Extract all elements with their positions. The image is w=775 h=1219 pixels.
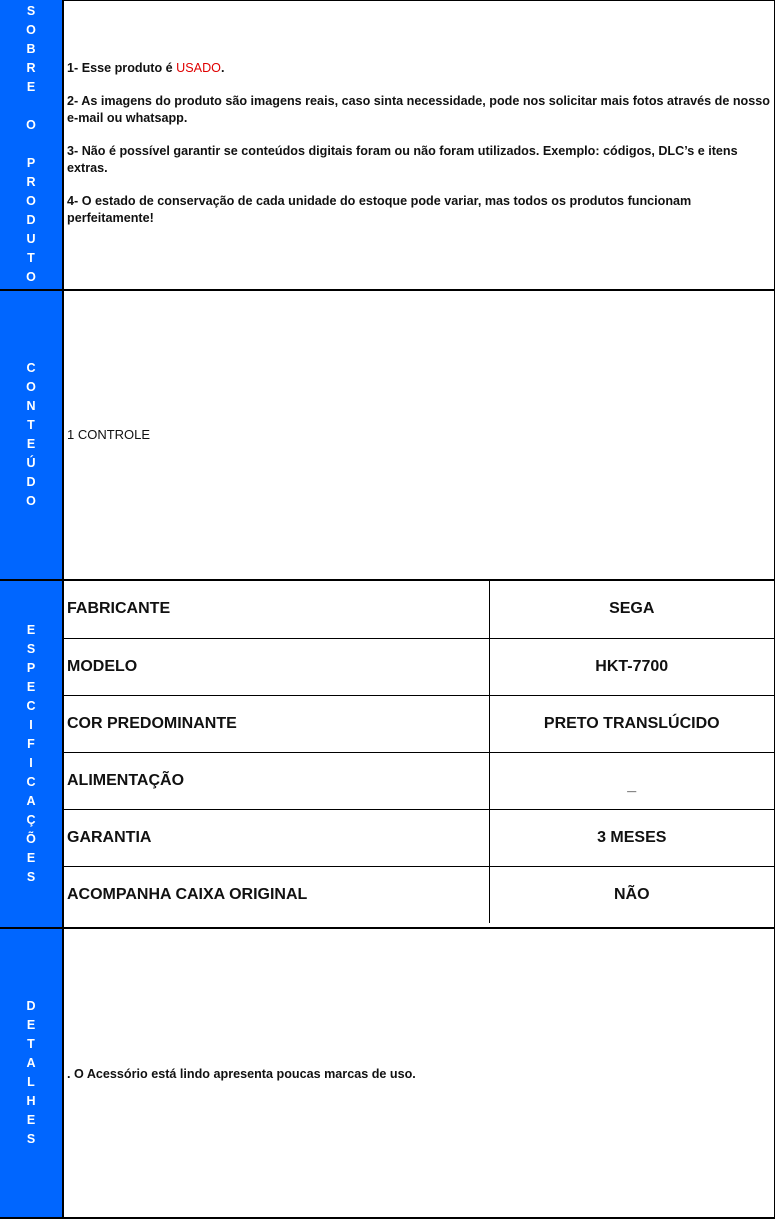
label-letter: I [29, 718, 33, 732]
label-letter: B [26, 42, 36, 56]
spec-key: ALIMENTAÇÃO [64, 752, 489, 809]
spec-key: ACOMPANHA CAIXA ORIGINAL [64, 866, 489, 923]
section-label-conteudo [0, 291, 64, 579]
sobre-content [64, 0, 775, 290]
section-label-especificacoes [0, 581, 64, 927]
section-especificacoes [0, 581, 775, 927]
spec-value-warranty: 3 MESES [489, 809, 774, 866]
spec-key: COR PREDOMINANTE [64, 695, 489, 752]
spec-value: HKT-7700 [489, 638, 774, 695]
table-row [64, 866, 774, 923]
section-sobre-o-produto [0, 0, 775, 290]
table-row [64, 752, 774, 809]
label-letter: L [27, 1075, 35, 1089]
label-letter: E [26, 623, 36, 637]
table-row [64, 809, 774, 866]
spec-value: SEGA [489, 581, 774, 638]
label-letter: F [27, 737, 35, 751]
label-letter: E [26, 680, 36, 694]
spec-key: FABRICANTE [64, 581, 489, 638]
section-label-detalhes [0, 929, 64, 1217]
label-letter: O [26, 118, 36, 132]
label-letter: O [26, 23, 36, 37]
label-letter: E [26, 1018, 36, 1032]
label-letter: S [26, 642, 36, 656]
details-text: . O Acessório está lindo apresenta poucas marcas de uso. [67, 1067, 416, 1081]
label-letter: O [26, 194, 36, 208]
label-letter: I [29, 756, 33, 770]
label-letter: R [26, 175, 36, 189]
note-2: 2- As imagens do produto são imagens reais, caso sinta necessidade, pode nos solicitar mais fotos através de nosso e-mail ou whatsapp. [67, 94, 770, 125]
label-letter: O [26, 270, 36, 284]
label-letter: T [27, 1037, 35, 1051]
label-letter: T [27, 418, 35, 432]
label-letter: E [26, 851, 36, 865]
spec-value: _ [489, 752, 774, 809]
label-letter: P [26, 156, 36, 170]
label-letter: S [26, 1132, 36, 1146]
label-letter: E [26, 437, 36, 451]
note-1-prefix: 1- Esse produto é [67, 61, 177, 75]
section-label-sobre [0, 0, 64, 290]
label-letter: H [26, 1094, 36, 1108]
label-letter: E [26, 80, 36, 94]
section-detalhes [0, 929, 775, 1217]
note-3: 3- Não é possível garantir se conteúdos digitais foram ou não foram utilizados. Exemplo: códigos, DLC’s e itens extras. [67, 144, 738, 175]
label-letter: C [26, 361, 36, 375]
table-row [64, 638, 774, 695]
note-1 [67, 60, 770, 77]
contents-text: 1 CONTROLE [67, 427, 151, 442]
label-letter: O [26, 494, 36, 508]
spec-value: PRETO TRANSLÚCIDO [489, 695, 774, 752]
spec-key: MODELO [64, 638, 489, 695]
spec-value-box: NÃO [613, 885, 650, 903]
label-letter [29, 135, 32, 154]
label-letter: E [26, 1113, 36, 1127]
label-letter: R [26, 61, 36, 75]
label-letter [29, 97, 32, 116]
label-letter: S [26, 4, 36, 18]
used-highlight: USADO [176, 61, 221, 75]
table-row [64, 581, 774, 638]
table-row [64, 695, 774, 752]
note-1-suffix: . [220, 61, 225, 75]
detalhes-content [64, 929, 775, 1217]
label-letter: D [26, 213, 36, 227]
specs-content [64, 581, 775, 927]
label-letter: U [26, 232, 36, 246]
label-letter: T [27, 251, 35, 265]
label-letter: P [26, 661, 36, 675]
label-letter: D [26, 999, 36, 1013]
note-4: 4- O estado de conservação de cada unidade do estoque pode variar, mas todos os produtos funcionam perfeitamente! [67, 194, 692, 225]
label-letter: N [26, 399, 36, 413]
label-letter: Ú [26, 456, 36, 470]
label-letter: C [26, 699, 36, 713]
spec-key: GARANTIA [64, 809, 489, 866]
notes-list [67, 60, 770, 243]
label-letter: Ç [26, 813, 36, 827]
label-letter: A [26, 1056, 36, 1070]
label-letter: C [26, 775, 36, 789]
label-letter: Õ [26, 832, 36, 846]
section-conteudo [0, 291, 775, 579]
label-letter: S [26, 870, 36, 884]
specs-table [64, 581, 774, 923]
conteudo-content [64, 291, 775, 579]
label-letter: O [26, 380, 36, 394]
label-letter: D [26, 475, 36, 489]
label-letter: A [26, 794, 36, 808]
